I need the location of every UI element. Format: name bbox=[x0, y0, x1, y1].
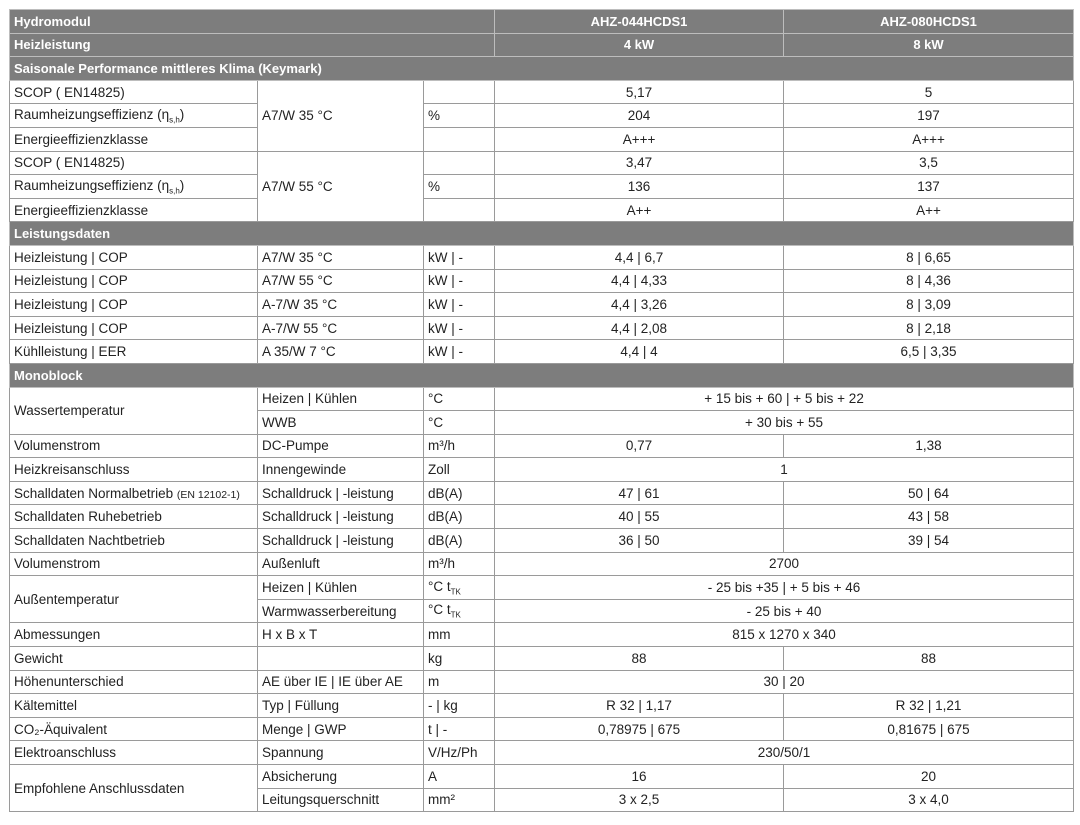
condition-cell: Leitungsquerschnitt bbox=[258, 788, 424, 812]
value-b: 6,5 | 3,35 bbox=[784, 340, 1074, 364]
condition-cell: Schalldruck | -leistung bbox=[258, 529, 424, 553]
label-end: ) bbox=[179, 106, 185, 122]
condition-cell: Heizen | Kühlen bbox=[258, 387, 424, 411]
row-label: CO₂-Äquivalent bbox=[10, 717, 258, 741]
value-a: 4,4 | 3,26 bbox=[495, 293, 784, 317]
label-sub: s,h bbox=[169, 115, 180, 125]
condition-cell: Spannung bbox=[258, 741, 424, 765]
table-row bbox=[10, 316, 1074, 340]
condition-cell: Warmwasserbereitung bbox=[258, 599, 424, 623]
unit-cell: kW | - bbox=[424, 316, 495, 340]
table-row bbox=[10, 647, 1074, 671]
table-row bbox=[10, 458, 1074, 482]
value-merged: 230/50/1 bbox=[495, 741, 1074, 765]
value-a: 136 bbox=[495, 175, 784, 199]
value-a: 16 bbox=[495, 765, 784, 789]
row-label bbox=[10, 481, 258, 505]
table-row bbox=[10, 717, 1074, 741]
value-b: 8 | 6,65 bbox=[784, 245, 1074, 269]
row-label: Heizleistung | COP bbox=[10, 245, 258, 269]
unit-cell: mm² bbox=[424, 788, 495, 812]
section-seasonal bbox=[10, 57, 1074, 81]
condition-cell: Schalldruck | -leistung bbox=[258, 481, 424, 505]
value-b: 20 bbox=[784, 765, 1074, 789]
condition-cell: Absicherung bbox=[258, 765, 424, 789]
unit-cell: kg bbox=[424, 647, 495, 671]
unit-cell: mm bbox=[424, 623, 495, 647]
row-label: Schalldaten Ruhebetrieb bbox=[10, 505, 258, 529]
value-b: 1,38 bbox=[784, 434, 1074, 458]
unit-cell: V/Hz/Ph bbox=[424, 741, 495, 765]
value-b: 197 bbox=[784, 104, 1074, 128]
value-merged: 2700 bbox=[495, 552, 1074, 576]
unit-cell: dB(A) bbox=[424, 529, 495, 553]
table-row bbox=[10, 481, 1074, 505]
row-label: Heizleistung | COP bbox=[10, 293, 258, 317]
value-b: 3 x 4,0 bbox=[784, 788, 1074, 812]
unit-main: °C t bbox=[428, 602, 451, 618]
table-row bbox=[10, 245, 1074, 269]
table-row bbox=[10, 505, 1074, 529]
table-row bbox=[10, 293, 1074, 317]
unit-cell: kW | - bbox=[424, 293, 495, 317]
section-title: Monoblock bbox=[10, 363, 1074, 387]
row-label: Energieeffizienzklasse bbox=[10, 198, 258, 222]
value-a: 5,17 bbox=[495, 80, 784, 104]
model-a: AHZ-044HCDS1 bbox=[495, 10, 784, 34]
table-row bbox=[10, 741, 1074, 765]
power-label: Heizleistung bbox=[10, 33, 495, 57]
value-b: A+++ bbox=[784, 127, 1074, 151]
value-a: 0,78975 | 675 bbox=[495, 717, 784, 741]
table-row bbox=[10, 576, 1074, 600]
value-a: A++ bbox=[495, 198, 784, 222]
row-label: Abmessungen bbox=[10, 623, 258, 647]
value-a: 40 | 55 bbox=[495, 505, 784, 529]
condition-cell: Menge | GWP bbox=[258, 717, 424, 741]
unit-cell: t | - bbox=[424, 717, 495, 741]
power-a: 4 kW bbox=[495, 33, 784, 57]
value-a: 47 | 61 bbox=[495, 481, 784, 505]
value-merged: + 30 bis + 55 bbox=[495, 411, 1074, 435]
row-label: Kältemittel bbox=[10, 694, 258, 718]
label-main: Raumheizungseffizienz (η bbox=[14, 106, 170, 122]
row-label: Empfohlene Anschlussdaten bbox=[10, 765, 258, 812]
spec-table-container bbox=[9, 9, 1074, 812]
section-title: Saisonale Performance mittleres Klima (Keymark) bbox=[10, 57, 1074, 81]
unit-cell: kW | - bbox=[424, 340, 495, 364]
value-a: 204 bbox=[495, 104, 784, 128]
section-performance bbox=[10, 222, 1074, 246]
unit-cell bbox=[424, 198, 495, 222]
unit-cell bbox=[424, 576, 495, 600]
condition-cell: A7/W 55 °C bbox=[258, 151, 424, 222]
condition-cell: WWB bbox=[258, 411, 424, 435]
condition-cell: Innengewinde bbox=[258, 458, 424, 482]
table-row bbox=[10, 340, 1074, 364]
value-b: 8 | 3,09 bbox=[784, 293, 1074, 317]
condition-cell: Schalldruck | -leistung bbox=[258, 505, 424, 529]
value-merged: 30 | 20 bbox=[495, 670, 1074, 694]
unit-cell: m bbox=[424, 670, 495, 694]
row-label: Heizleistung | COP bbox=[10, 269, 258, 293]
unit-sub: TK bbox=[450, 587, 461, 597]
table-row bbox=[10, 552, 1074, 576]
table-row bbox=[10, 623, 1074, 647]
value-b: 8 | 2,18 bbox=[784, 316, 1074, 340]
row-label: Schalldaten Nachtbetrieb bbox=[10, 529, 258, 553]
unit-cell: °C bbox=[424, 387, 495, 411]
section-monoblock bbox=[10, 363, 1074, 387]
unit-cell: dB(A) bbox=[424, 505, 495, 529]
value-a: 4,4 | 2,08 bbox=[495, 316, 784, 340]
row-label bbox=[10, 175, 258, 199]
value-merged: - 25 bis + 40 bbox=[495, 599, 1074, 623]
value-a: R 32 | 1,17 bbox=[495, 694, 784, 718]
label-note: (EN 12102-1) bbox=[176, 488, 240, 501]
condition-cell bbox=[258, 647, 424, 671]
condition-cell: Außenluft bbox=[258, 552, 424, 576]
condition-cell: A7/W 55 °C bbox=[258, 269, 424, 293]
header-row-model bbox=[10, 10, 1074, 34]
label-main: Raumheizungseffizienz (η bbox=[14, 177, 170, 193]
table-row bbox=[10, 670, 1074, 694]
unit-cell bbox=[424, 151, 495, 175]
unit-cell: kW | - bbox=[424, 245, 495, 269]
row-label: Elektroanschluss bbox=[10, 741, 258, 765]
value-b: 50 | 64 bbox=[784, 481, 1074, 505]
condition-cell: Heizen | Kühlen bbox=[258, 576, 424, 600]
value-b: 88 bbox=[784, 647, 1074, 671]
unit-cell: m³/h bbox=[424, 434, 495, 458]
label-end: ) bbox=[179, 177, 185, 193]
unit-cell: A bbox=[424, 765, 495, 789]
row-label: SCOP ( EN14825) bbox=[10, 151, 258, 175]
row-label: SCOP ( EN14825) bbox=[10, 80, 258, 104]
row-label: Höhenunterschied bbox=[10, 670, 258, 694]
table-row bbox=[10, 765, 1074, 789]
value-b: 8 | 4,36 bbox=[784, 269, 1074, 293]
unit-main: °C t bbox=[428, 578, 451, 594]
unit-cell: °C bbox=[424, 411, 495, 435]
row-label: Volumenstrom bbox=[10, 434, 258, 458]
table-row bbox=[10, 175, 1074, 199]
value-merged: - 25 bis +35 | + 5 bis + 46 bbox=[495, 576, 1074, 600]
value-b: 5 bbox=[784, 80, 1074, 104]
table-row bbox=[10, 127, 1074, 151]
table-row bbox=[10, 269, 1074, 293]
row-label: Außentemperatur bbox=[10, 576, 258, 623]
header-row-power bbox=[10, 33, 1074, 57]
table-row bbox=[10, 198, 1074, 222]
value-a: 36 | 50 bbox=[495, 529, 784, 553]
unit-cell: % bbox=[424, 175, 495, 199]
model-b: AHZ-080HCDS1 bbox=[784, 10, 1074, 34]
value-b: R 32 | 1,21 bbox=[784, 694, 1074, 718]
unit-cell bbox=[424, 80, 495, 104]
value-a: 4,4 | 6,7 bbox=[495, 245, 784, 269]
label-sub: s,h bbox=[169, 186, 180, 196]
value-a: 0,77 bbox=[495, 434, 784, 458]
table-row bbox=[10, 434, 1074, 458]
value-a: 4,4 | 4 bbox=[495, 340, 784, 364]
value-merged: 1 bbox=[495, 458, 1074, 482]
unit-cell: Zoll bbox=[424, 458, 495, 482]
label-main: Schalldaten Normalbetrieb bbox=[14, 485, 174, 501]
table-row bbox=[10, 694, 1074, 718]
row-label: Energieeffizienzklasse bbox=[10, 127, 258, 151]
table-row bbox=[10, 80, 1074, 104]
condition-cell: A-7/W 55 °C bbox=[258, 316, 424, 340]
value-a: 3 x 2,5 bbox=[495, 788, 784, 812]
unit-cell bbox=[424, 127, 495, 151]
table-row bbox=[10, 529, 1074, 553]
model-label: Hydromodul bbox=[10, 10, 495, 34]
unit-cell: m³/h bbox=[424, 552, 495, 576]
row-label: Wassertemperatur bbox=[10, 387, 258, 434]
condition-cell: DC-Pumpe bbox=[258, 434, 424, 458]
unit-cell: - | kg bbox=[424, 694, 495, 718]
row-label: Gewicht bbox=[10, 647, 258, 671]
power-b: 8 kW bbox=[784, 33, 1074, 57]
unit-cell: kW | - bbox=[424, 269, 495, 293]
unit-cell: dB(A) bbox=[424, 481, 495, 505]
value-merged: + 15 bis + 60 | + 5 bis + 22 bbox=[495, 387, 1074, 411]
row-label: Volumenstrom bbox=[10, 552, 258, 576]
condition-cell: H x B x T bbox=[258, 623, 424, 647]
spec-table bbox=[9, 9, 1074, 812]
row-label: Kühlleistung | EER bbox=[10, 340, 258, 364]
value-merged: 815 x 1270 x 340 bbox=[495, 623, 1074, 647]
row-label: Heizkreisanschluss bbox=[10, 458, 258, 482]
value-a: 3,47 bbox=[495, 151, 784, 175]
table-row bbox=[10, 151, 1074, 175]
value-b: A++ bbox=[784, 198, 1074, 222]
value-b: 0,81675 | 675 bbox=[784, 717, 1074, 741]
table-row bbox=[10, 104, 1074, 128]
condition-cell: A 35/W 7 °C bbox=[258, 340, 424, 364]
value-b: 43 | 58 bbox=[784, 505, 1074, 529]
value-a: 4,4 | 4,33 bbox=[495, 269, 784, 293]
condition-cell: Typ | Füllung bbox=[258, 694, 424, 718]
condition-cell: AE über IE | IE über AE bbox=[258, 670, 424, 694]
unit-cell: % bbox=[424, 104, 495, 128]
row-label: Heizleistung | COP bbox=[10, 316, 258, 340]
condition-cell: A-7/W 35 °C bbox=[258, 293, 424, 317]
section-title: Leistungsdaten bbox=[10, 222, 1074, 246]
value-b: 137 bbox=[784, 175, 1074, 199]
table-row bbox=[10, 387, 1074, 411]
value-b: 3,5 bbox=[784, 151, 1074, 175]
condition-cell: A7/W 35 °C bbox=[258, 245, 424, 269]
row-label bbox=[10, 104, 258, 128]
value-a: A+++ bbox=[495, 127, 784, 151]
value-b: 39 | 54 bbox=[784, 529, 1074, 553]
condition-cell: A7/W 35 °C bbox=[258, 80, 424, 151]
value-a: 88 bbox=[495, 647, 784, 671]
unit-sub: TK bbox=[450, 610, 461, 620]
unit-cell bbox=[424, 599, 495, 623]
